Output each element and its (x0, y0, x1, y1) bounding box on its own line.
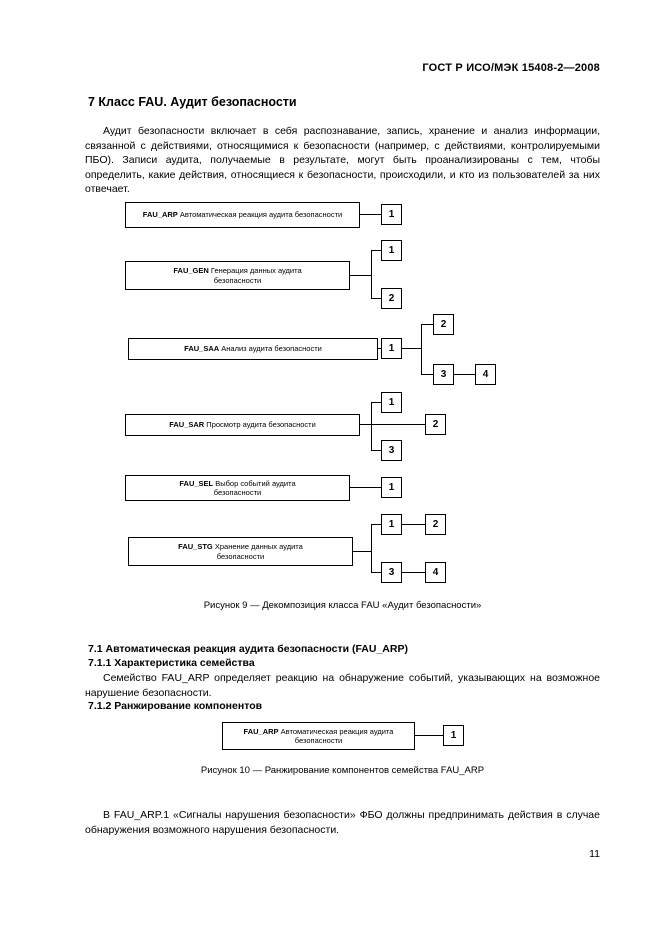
family-code: FAU_SEL (179, 478, 214, 488)
component-box-stg-3: 3 (381, 562, 402, 583)
family-label (126, 479, 349, 498)
connector-line (350, 487, 381, 488)
family-box-fau-sel (125, 475, 350, 501)
section-7-intro: Аудит безопасности включает в себя распознавание, запись, хранение и анализ информации, связанной с действиями, относящимися к безопасности (например, с действиями, контролируемыми ПБО). Записи аудита, получаемые в результате, могут быть проанализированы с тем, чтобы определить, какие действия, относящиеся к безопасности, происходили, и кто из пользователей за них отвечает. (85, 125, 600, 196)
component-box-saa-1: 1 (381, 338, 402, 359)
family-label (223, 727, 414, 746)
family-box-fau-stg (128, 537, 353, 566)
family-label (126, 266, 349, 285)
family-label (129, 542, 352, 561)
family-name: Выбор событий аудита безопасности (213, 478, 296, 497)
component-box-sar-2: 2 (425, 414, 446, 435)
family-code: FAU_SAA (184, 344, 220, 354)
family-code: FAU_STG (178, 542, 213, 551)
connector-line (402, 524, 425, 525)
component-box-stg-2: 2 (425, 514, 446, 535)
connector-line (353, 551, 371, 552)
connector-line (360, 424, 425, 425)
connector-line (371, 250, 372, 299)
connector-line (371, 572, 381, 573)
component-box-saa-2: 2 (433, 314, 454, 335)
family-name: Автоматическая реакция аудита безопасности (280, 726, 394, 745)
component-box-stg-4: 4 (425, 562, 446, 583)
component-box-gen-1: 1 (381, 240, 402, 261)
component-box-saa-3: 3 (433, 364, 454, 385)
family-name: Генерация данных аудита безопасности (210, 266, 302, 285)
family-label (159, 420, 326, 430)
connector-line (421, 324, 433, 325)
connector-line (402, 348, 421, 349)
figure10-caption: Рисунок 10 — Ранжирование компонентов семейства FAU_ARP (200, 765, 485, 776)
closing-paragraph: В FAU_ARP.1 «Сигналы нарушения безопасности» ФБО должны предпринимать действия в случае обнаружения возможного нарушения безопасности. (85, 809, 600, 836)
family-label (127, 210, 358, 220)
section-7-title: 7 Класс FAU. Аудит безопасности (88, 95, 297, 109)
connector-line (371, 250, 381, 251)
section-7-1-1-title: 7.1.1 Характеристика семейства (88, 657, 255, 669)
connector-line (350, 275, 371, 276)
family-name: Просмотр аудита безопасности (206, 420, 316, 430)
connector-line (421, 324, 422, 375)
connector-line (360, 214, 381, 215)
family-code: FAU_ARP (243, 726, 279, 736)
connector-line (415, 735, 443, 736)
family-box-fau-arp (125, 202, 360, 228)
component-box-stg-1: 1 (381, 514, 402, 535)
family-code: FAU_ARP (142, 210, 178, 220)
family-box-fau-sar (125, 414, 360, 436)
family-name: Анализ аудита безопасности (221, 344, 322, 354)
family-box-fau-gen (125, 261, 350, 290)
family-box-fau-saa (128, 338, 378, 360)
running-header: ГОСТ Р ИСО/МЭК 15408-2—2008 (422, 62, 600, 74)
component-box-sar-3: 3 (381, 440, 402, 461)
family-box-fau-arp-fig10 (222, 722, 415, 750)
family-name: Автоматическая реакция аудита безопасности (179, 210, 343, 220)
connector-line (371, 450, 381, 451)
section-7-1-1-body: Семейство FAU_ARP определяет реакцию на обнаружение событий, указывающих на возможное нарушение безопасности. (85, 672, 600, 699)
connector-line (371, 402, 372, 451)
page-number: 11 (589, 848, 600, 860)
component-box-sel-1: 1 (381, 477, 402, 498)
connector-line (371, 524, 372, 573)
family-name: Хранение данных аудита безопасности (214, 542, 303, 561)
family-code: FAU_GEN (173, 266, 209, 275)
section-7-1-2-title: 7.1.2 Ранжирование компонентов (88, 700, 263, 712)
component-box-arp-1: 1 (381, 204, 402, 225)
family-code: FAU_SAR (169, 420, 205, 430)
connector-line (371, 402, 381, 403)
component-box-sar-1: 1 (381, 392, 402, 413)
component-box-fig10-1: 1 (443, 725, 464, 746)
connector-line (402, 572, 425, 573)
component-box-gen-2: 2 (381, 288, 402, 309)
connector-line (371, 524, 381, 525)
connector-line (454, 374, 475, 375)
connector-line (371, 298, 381, 299)
connector-line (421, 374, 433, 375)
family-label (174, 344, 332, 354)
component-box-saa-4: 4 (475, 364, 496, 385)
figure9-caption: Рисунок 9 — Декомпозиция класса FAU «Аудит безопасности» (203, 600, 482, 611)
section-7-1-title: 7.1 Автоматическая реакция аудита безопасности (FAU_ARP) (88, 643, 408, 655)
